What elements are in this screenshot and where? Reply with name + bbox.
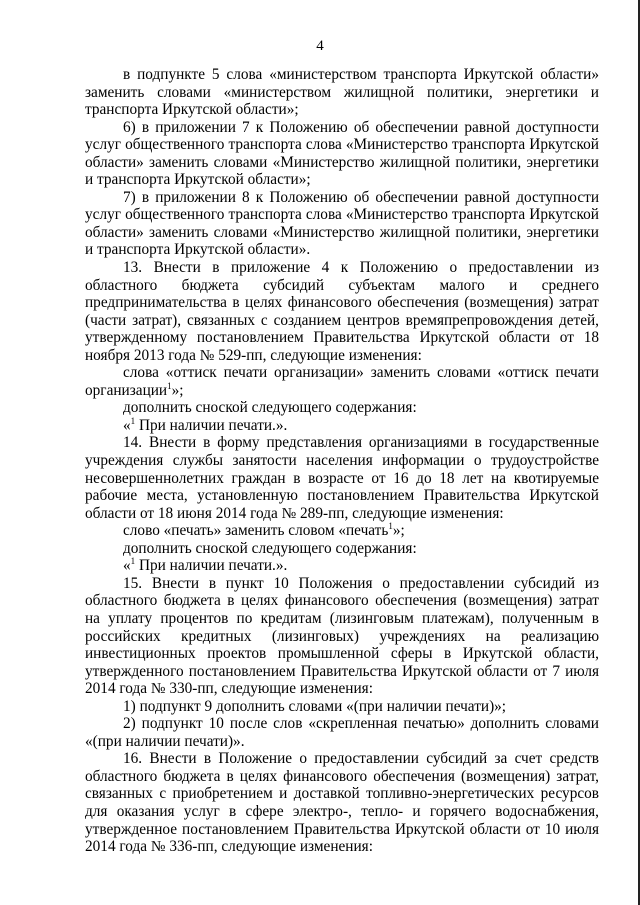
paragraph-section-13: 13. Внести в приложение 4 к Положению о предоставлении из областного бюджета субсидий субъектам малого и среднего предпринимательства в целях финансового обеспечения (возмещения) затрат (части затрат), связанных с созданием центров времяпрепровождения детей, утвержденному постановлением Правительства Иркутской области от 18 ноября 2013 года № 529-пп, следующие изменения:: [85, 259, 599, 364]
paragraph-add-footnote: дополнить сноской следующего содержания:: [123, 539, 417, 557]
paragraph-section-16: 16. Внести в Положение о предоставлении субсидий за счет средств областного бюджета в целях финансового обеспечения (возмещения) затрат, связанных с приобретением и доставкой топливно-энергетических ресурсов для оказания услуг в сфере электро-, тепло- и горячего водоснабжения, утвержденное постановлением Правительства Иркутской области от 10 июля 2014 года № 336-пп, следующие изменения:: [85, 750, 599, 856]
paragraph-section-15: 15. Внести в пункт 10 Положения о предоставлении субсидий из областного бюджета в целях финансового обеспечения (возмещения) затрат на уплату процентов по кредитам (лизинговым платежам), полученным в российских кредитных (лизинговых) учреждениях на реализацию инвестиционных проектов промышленной сферы в Иркутской области, утвержденного постановлением Правительства Иркутской области от 7 июля 2014 года № 330-пп, следующие изменения:: [85, 574, 599, 698]
paragraph-item-7: 7) в приложении 8 к Положению об обеспечении равной доступности услуг общественного транспорта слова «Министерство транспорта Иркутской области» заменить словами «Министерство жилищной политики, энергетики и транспорта Иркутской области».: [85, 188, 599, 259]
text-segment: слова «оттиск печати организации» заменить словами «оттиск печати организации: [85, 364, 599, 399]
text-segment: »;: [392, 522, 405, 540]
footnote-mark: 1: [130, 556, 136, 567]
text-segment: »;: [171, 381, 184, 399]
footnote-mark: 1: [130, 415, 136, 426]
text-segment: слово «печать» заменить словом «печать: [123, 522, 389, 540]
text-segment: При наличии печати.».: [135, 557, 288, 575]
page-number: 4: [316, 38, 324, 54]
text-segment: «: [123, 416, 131, 434]
paragraph-seal-word-replacement: [85, 522, 599, 540]
paragraph-add-footnote: дополнить сноской следующего содержания:: [123, 399, 417, 417]
text-segment: «: [123, 557, 131, 575]
paragraph-seal-replacement: [85, 364, 599, 399]
document-body: [85, 66, 599, 856]
paragraph-footnote-text: [85, 557, 599, 575]
paragraph-subpoint-1: 1) подпункт 9 дополнить словами «(при наличии печати)»;: [123, 697, 507, 715]
footnote-mark: 1: [167, 380, 172, 391]
paragraph-section-14: 14. Внести в форму представления организациями в государственные учреждения службы занятости населения информации о трудоустройстве несовершеннолетних граждан в возрасте от 16 до 18 лет на квотируемые рабочие места, установленную постановлением Правительства Иркутской области от 18 июня 2014 года № 289-пп, следующие изменения:: [85, 434, 599, 522]
paragraph-item-6: 6) в приложении 7 к Положению об обеспечении равной доступности услуг общественного транспорта слова «Министерство транспорта Иркутской области» заменить словами «Министерство жилищной политики, энергетики и транспорта Иркутской области»;: [85, 118, 599, 189]
paragraph-subpoint-2: 2) подпункт 10 после слов «скрепленная печатью» дополнить словами «(при наличии печати)».: [85, 715, 599, 750]
paragraph-subpoint-5: в подпункте 5 слова «министерством транспорта Иркутской области» заменить словами «министерством жилищной политики, энергетики и транспорта Иркутской области»;: [85, 66, 599, 119]
paragraph-footnote-text: [85, 417, 599, 435]
footnote-mark: 1: [388, 521, 393, 532]
text-segment: При наличии печати.».: [135, 416, 288, 434]
